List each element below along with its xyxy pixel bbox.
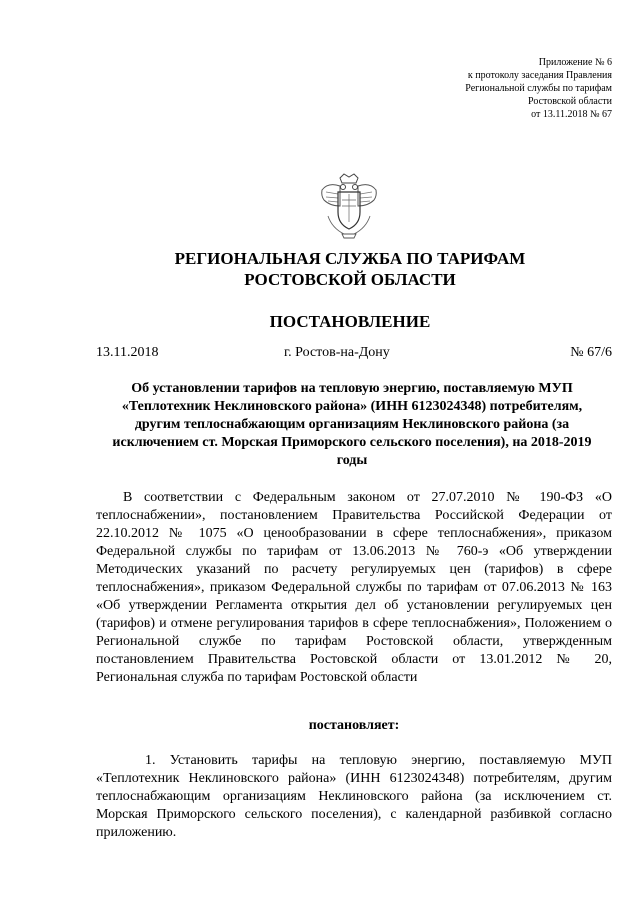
item-1-paragraph: 1. Установить тарифы на тепловую энергию, поставляемую МУП «Теплотехник Неклиновского района» (ИНН 6123024348) потребителям, другим теплоснабжающим организациям Неклиновского района (за исключением ст. Морская Приморского сельского поселения), с календарной разбивкой согласно приложению.	[96, 753, 612, 840]
organization-title	[100, 248, 600, 290]
organization-title-line-2: РОСТОВСКОЙ ОБЛАСТИ	[244, 270, 456, 289]
appendix-line-5: от 13.11.2018 № 67	[531, 109, 612, 120]
appendix-line-1: Приложение № 6	[538, 57, 612, 68]
organization-title-line-1: РЕГИОНАЛЬНАЯ СЛУЖБА ПО ТАРИФАМ	[174, 249, 526, 268]
appendix-line-3: Региональной службы по тарифам	[465, 83, 612, 94]
document-meta	[96, 344, 612, 362]
appendix-line-2: к протоколу заседания Правления	[467, 70, 612, 81]
decree-word: постановляет:	[308, 718, 400, 733]
document-type: ПОСТАНОВЛЕНИЕ	[269, 312, 431, 331]
coat-of-arms-icon	[318, 172, 380, 240]
document-city: г. Ростов-на-Дону	[284, 345, 390, 360]
appendix-note	[465, 56, 612, 121]
document-number: № 67/6	[570, 345, 612, 360]
document-subject: Об установлении тарифов на тепловую энергию, поставляемую МУП «Теплотехник Неклиновского района» (ИНН 6123024348) потребителям, другим теплоснабжающим организациям Неклиновского района (за исключением ст. Морская Приморского сельского поселения), на 2018-2019 годы	[112, 381, 592, 468]
preamble-paragraph: В соответствии с Федеральным законом от 27.07.2010 № 190-ФЗ «О теплоснабжении», постановлением Правительства Российской Федерации от 22.10.2012 № 1075 «О ценообразовании в сфере теплоснабжения», приказом Федеральной службы по тарифам от 13.06.2013 № 760-э «Об утверждении Методических указаний по расчету регулируемых цен (тарифов) в сфере теплоснабжения», приказом Федеральной службы по тарифам от 07.06.2013 № 163 «Об утверждении Регламента открытия дел об установлении регулируемых цен (тарифов) и отмене регулирования тарифов в сфере теплоснабжения», Положением о Региональной службе по тарифам Ростовской области, утвержденным постановлением Правительства Ростовской области от 13.01.2012 № 20, Региональная служба по тарифам Ростовской области	[96, 490, 612, 685]
document-date: 13.11.2018	[96, 345, 159, 360]
appendix-line-4: Ростовской области	[528, 96, 612, 107]
